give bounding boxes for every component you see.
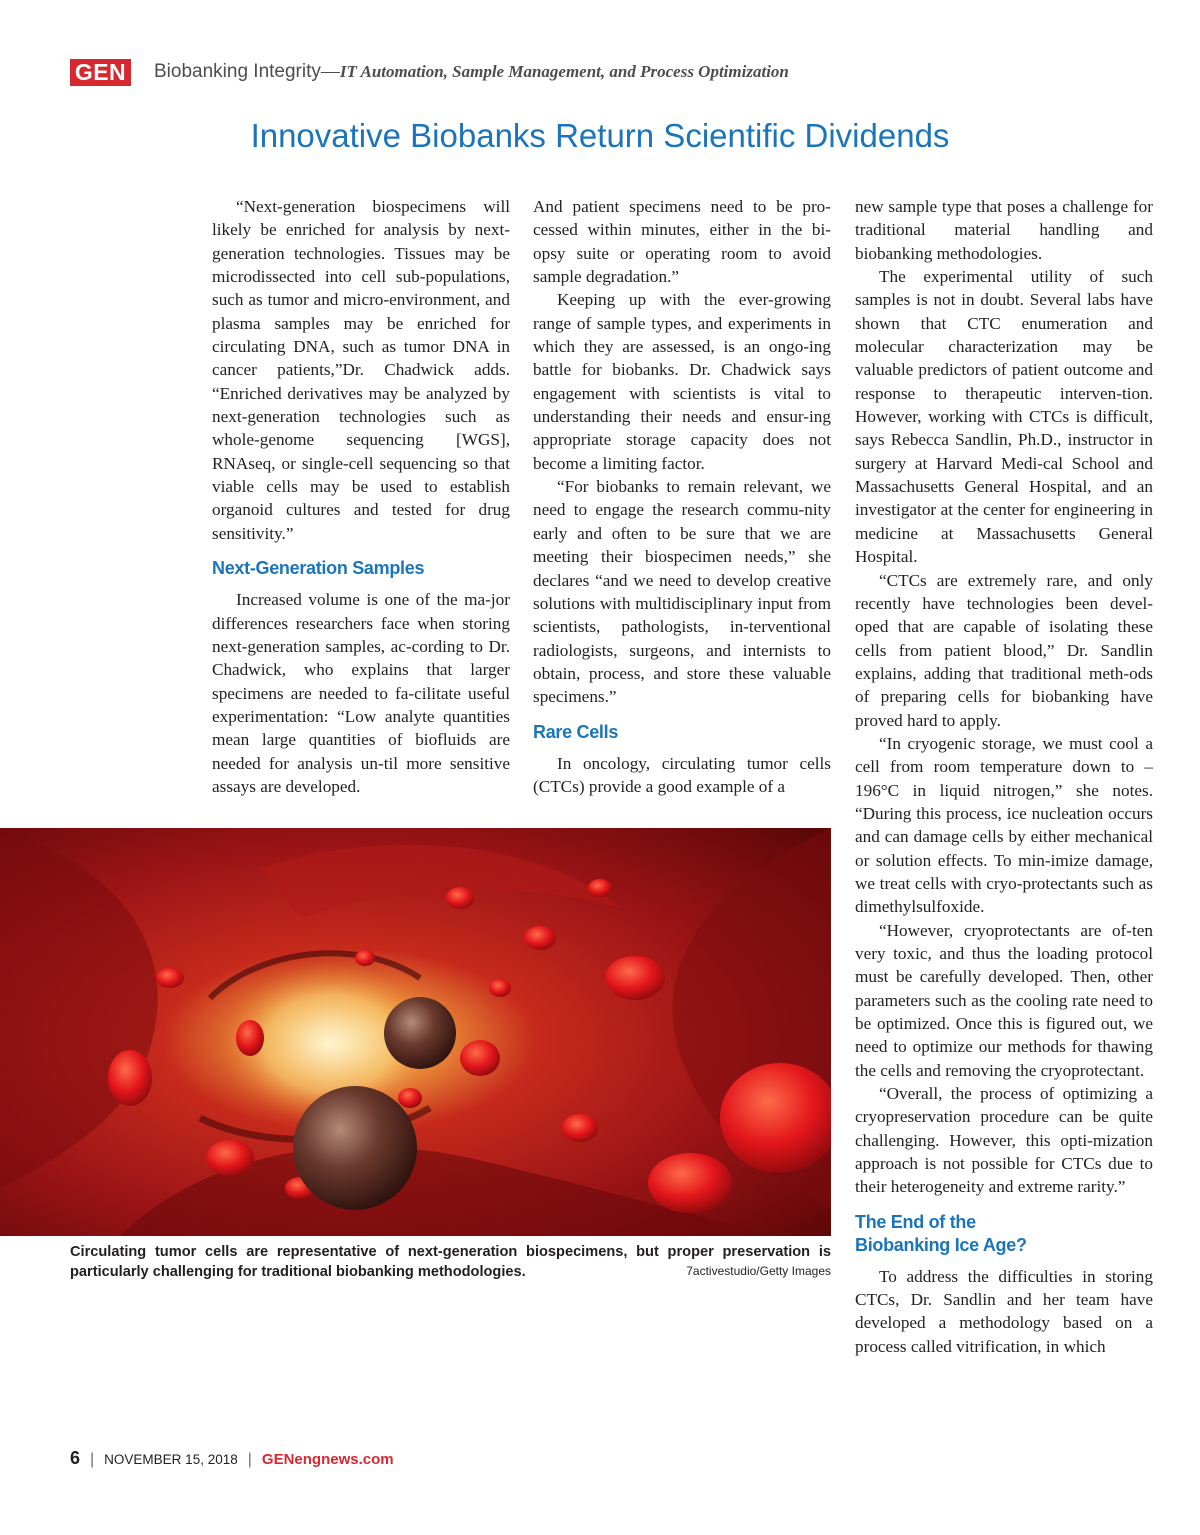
red-blood-cell: [562, 1114, 598, 1142]
footer-divider: |: [247, 1451, 252, 1468]
section-subtitle: IT Automation, Sample Management, and Process Optimization: [339, 62, 789, 81]
red-blood-cell: [355, 950, 375, 966]
paragraph: “Next-generation biospecimens will likely be enriched for analysis by next-generation technologies. Tissues may be microdissected into cell sub-populations, such as tumor and micro-environment, and plasma samples may be enriched for circulating DNA, such as tumor DNA in cancer patients,”Dr. Chadwick adds. “Enriched derivatives may be analyzed by next-generation technologies such as whole-genome sequencing [WGS], RNAseq, or single-cell sequencing so that viable cells may be used to establish organoid cultures and tested for drug sensitivity.”: [212, 197, 510, 543]
red-blood-cell: [156, 968, 184, 988]
paragraph: The experimental utility of such samples is not in doubt. Several labs have shown that CTC enumeration and molecular characterization may be valuable predictors of patient outcome and response to therapeutic interven-tion. However, working with CTCs is difficult, says Rebecca Sandlin, Ph.D., instructor in surgery at Harvard Medi-cal School and Massachusetts General Hospital, and an investigator at the center for engineering in medicine at Massachusetts General Hospital.: [855, 267, 1153, 567]
photo-credit: 7activestudio/Getty Images: [686, 1264, 831, 1278]
section-title: Biobanking Integrity: [154, 61, 321, 82]
subheading-next-generation-samples: Next-Generation Samples: [212, 558, 425, 579]
circulating-tumor-cell: [293, 1086, 417, 1210]
blood-vessel-illustration: [0, 828, 831, 1236]
issue-date: NOVEMBER 15, 2018: [104, 1452, 238, 1467]
caption-text: Circulating tumor cells are representative of next-generation biospecimens, but proper preservation is particularly challenging for traditional biobanking methodologies.: [70, 1244, 831, 1280]
article-column-1: [212, 195, 510, 798]
red-blood-cell: [489, 979, 511, 997]
paragraph: “For biobanks to remain relevant, we need to engage the research commu-nity early and often to be sure that we are meeting their biospecimen needs,” she declares “and we need to develop creative solutions with multidisciplinary input from scientists, pathologists, in-terventional radiologists, surgeons, and internists to obtain, process, and store these valuable specimens.”: [533, 477, 831, 707]
red-blood-cell: [398, 1088, 422, 1108]
page-footer: [70, 1448, 394, 1469]
red-blood-cell: [524, 926, 556, 950]
section-separator: —: [320, 61, 340, 82]
paragraph: Keeping up with the ever-growing range of sample types, and experiments in which they are assessed, is an ongo-ing battle for biobanks. Dr. Chadwick says engagement with scientists is vital to understanding their needs and ensur-ing appropriate storage capacity does not become a limiting factor.: [533, 290, 831, 473]
paragraph: new sample type that poses a challenge for traditional material handling and biobanking methodologies.: [855, 197, 1153, 263]
article-column-2: [533, 195, 831, 798]
subheading-line: Biobanking Ice Age?: [855, 1234, 1027, 1255]
gen-logo[interactable]: GEN: [70, 59, 131, 86]
running-header: [70, 55, 1150, 95]
paragraph: “However, cryoprotectants are of-ten very toxic, and thus the loading protocol must be carefully developed. Then, other parameters such as the cooling rate need to be optimized. Once this is figured out, we need to optimize our methods for thawing the cells and removing the cryoprotectant.: [855, 920, 1153, 1080]
paragraph: To address the difficulties in storing CTCs, Dr. Sandlin and her team have developed a methodology based on a process called vitrification, in which: [855, 1266, 1153, 1356]
red-blood-cell: [108, 1050, 152, 1106]
red-blood-cell: [236, 1020, 264, 1056]
section-header: [154, 61, 789, 83]
paragraph: “In cryogenic storage, we must cool a cell from room temperature down to –196°C in liquid nitrogen,” she notes. “During this process, ice nucleation occurs and can damage cells by either mechanical or solution effects. To min-imize damage, we treat cells with cryo-protectants such as dimethylsulfoxide.: [855, 733, 1153, 917]
article-column-3: [855, 195, 1153, 1358]
subheading-line: The End of the: [855, 1211, 976, 1232]
figure-caption: [70, 1242, 831, 1282]
paragraph: Increased volume is one of the ma-jor differences researchers face when storing next-generation samples, ac-cording to Dr. Chadwick, who explains that larger specimens are needed to fa-cilitate useful experimentation: “Low analyte quantities mean large quantities of biofluids are needed for analysis un-til more sensitive assays are developed.: [212, 590, 510, 796]
paragraph: And patient specimens need to be pro-cessed within minutes, either in the bi-opsy suite or operating room to avoid sample degradation.”: [533, 197, 831, 287]
paragraph: “CTCs are extremely rare, and only recently have technologies been devel-oped that are capable of isolating these cells from patient blood,” Dr. Sandlin explains, adding that traditional meth-ods of preparing cells for biobanking have proved hard to apply.: [855, 570, 1153, 730]
illustration-svg: [0, 828, 831, 1236]
footer-divider: |: [90, 1451, 95, 1468]
subheading-rare-cells: Rare Cells: [533, 721, 619, 742]
circulating-tumor-cell: [384, 997, 456, 1069]
page-number: 6: [70, 1448, 81, 1468]
red-blood-cell: [206, 1140, 254, 1176]
red-blood-cell: [446, 887, 474, 909]
red-blood-cell: [588, 879, 612, 897]
paragraph: In oncology, circulating tumor cells (CTCs) provide a good example of a: [533, 753, 831, 796]
paragraph: “Overall, the process of optimizing a cryopreservation procedure can be quite challenging. However, this opti-mization approach is not possible for CTCs due to their heterogeneity and extreme rarity.”: [855, 1084, 1153, 1197]
subheading-end-of-ice-age: [855, 1211, 1153, 1257]
red-blood-cell: [460, 1040, 500, 1076]
red-blood-cell: [648, 1153, 732, 1213]
article-title: Innovative Biobanks Return Scientific Dividends: [250, 117, 950, 154]
website-link[interactable]: GENengnews.com: [261, 1451, 394, 1468]
red-blood-cell: [605, 956, 665, 1000]
